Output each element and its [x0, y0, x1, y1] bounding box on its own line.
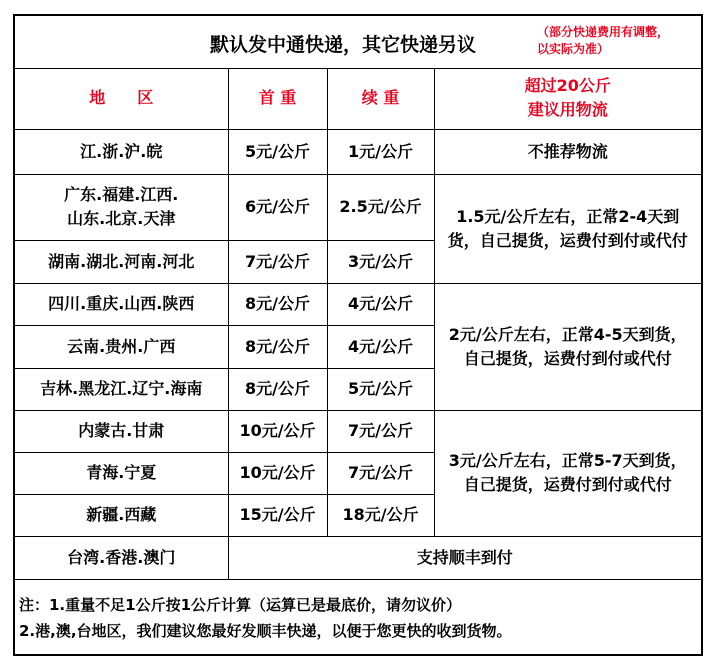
- logistics-cell: [434, 410, 701, 536]
- sheet-title: 默认发中通快递，其它快递另议: [210, 34, 477, 56]
- logistics-line1: 3元/公斤左右，正常5-7天到货，: [448, 451, 687, 470]
- first-weight-cell: 8元/公斤: [228, 368, 327, 410]
- special-service-cell: 支持顺丰到付: [228, 536, 701, 579]
- region-line2: 山东.北京.天津: [67, 209, 176, 228]
- extra-weight-cell: 7元/公斤: [327, 452, 434, 494]
- logistics-line1: 2元/公斤左右，正常4-5天到货，: [448, 324, 687, 344]
- logistics-cell: [434, 174, 701, 283]
- region-line1: 广东.福建.江西.: [64, 185, 179, 204]
- extra-weight-cell: 1元/公斤: [327, 129, 434, 174]
- extra-weight-cell: 2.5元/公斤: [327, 174, 434, 240]
- col-header-first-weight: 首 重: [228, 68, 327, 129]
- logistics-line2: 货，自己提货，运费付到付或代付: [447, 230, 688, 250]
- first-weight-cell: 10元/公斤: [228, 452, 327, 494]
- region-cell: [15, 174, 228, 240]
- rate-table: [15, 68, 701, 580]
- first-weight-cell: 7元/公斤: [228, 240, 327, 283]
- region-cell: 内蒙古.甘肃: [15, 410, 228, 452]
- extra-weight-cell: 5元/公斤: [327, 368, 434, 410]
- sheet-header: [15, 16, 701, 69]
- region-cell: 湖南.湖北.河南.河北: [15, 240, 228, 283]
- table-row: [15, 174, 701, 240]
- first-weight-cell: 15元/公斤: [228, 494, 327, 536]
- footer-note-2: 2.港,澳,台地区，我们建议您最好发顺丰快递，以便于您更快的收到货物。: [19, 622, 512, 640]
- logistics-line2: 自己提货，运费付到付或代付: [463, 475, 672, 494]
- region-cell: 江.浙.沪.皖: [15, 129, 228, 174]
- table-row: [15, 129, 701, 174]
- col-header-region: 地 区: [15, 68, 228, 129]
- footer-notes: [19, 592, 512, 644]
- table-header-row: [15, 68, 701, 129]
- extra-weight-cell: 3元/公斤: [327, 240, 434, 283]
- extra-weight-cell: 7元/公斤: [327, 410, 434, 452]
- first-weight-cell: 10元/公斤: [228, 410, 327, 452]
- logistics-line1: 1.5元/公斤左右，正常2-4天到: [456, 206, 680, 226]
- table-row: [15, 283, 701, 325]
- price-adjust-note-line2: 以实际为准）: [537, 42, 610, 56]
- price-adjust-note: [537, 24, 669, 58]
- extra-weight-cell: 18元/公斤: [327, 494, 434, 536]
- region-cell: 青海.宁夏: [15, 452, 228, 494]
- col-header-over-20kg: [434, 68, 701, 129]
- first-weight-cell: 6元/公斤: [228, 174, 327, 240]
- region-cell: 吉林.黑龙江.辽宁.海南: [15, 368, 228, 410]
- logistics-cell: [434, 283, 701, 410]
- table-row: [15, 410, 701, 452]
- price-adjust-note-line1: （部分快递费用有调整，: [537, 25, 670, 39]
- shipping-rate-sheet: [13, 14, 703, 656]
- logistics-cell: 不推荐物流: [434, 129, 701, 174]
- footer-note-1: 注：1.重量不足1公斤按1公斤计算（运算已是最底价，请勿议价）: [19, 596, 462, 614]
- region-cell: 四川.重庆.山西.陕西: [15, 283, 228, 325]
- col-header-over-20kg-line1: 超过20公斤: [524, 76, 611, 96]
- region-cell: 台湾.香港.澳门: [15, 536, 228, 579]
- extra-weight-cell: 4元/公斤: [327, 283, 434, 325]
- first-weight-cell: 8元/公斤: [228, 325, 327, 368]
- col-header-over-20kg-line2: 建议用物流: [527, 100, 608, 120]
- first-weight-cell: 8元/公斤: [228, 283, 327, 325]
- region-cell: 新疆.西藏: [15, 494, 228, 536]
- first-weight-cell: 5元/公斤: [228, 129, 327, 174]
- logistics-line2: 自己提货，运费付到付或代付: [463, 348, 672, 368]
- extra-weight-cell: 4元/公斤: [327, 325, 434, 368]
- table-row: [15, 536, 701, 579]
- col-header-extra-weight: 续 重: [327, 68, 434, 129]
- region-cell: 云南.贵州.广西: [15, 325, 228, 368]
